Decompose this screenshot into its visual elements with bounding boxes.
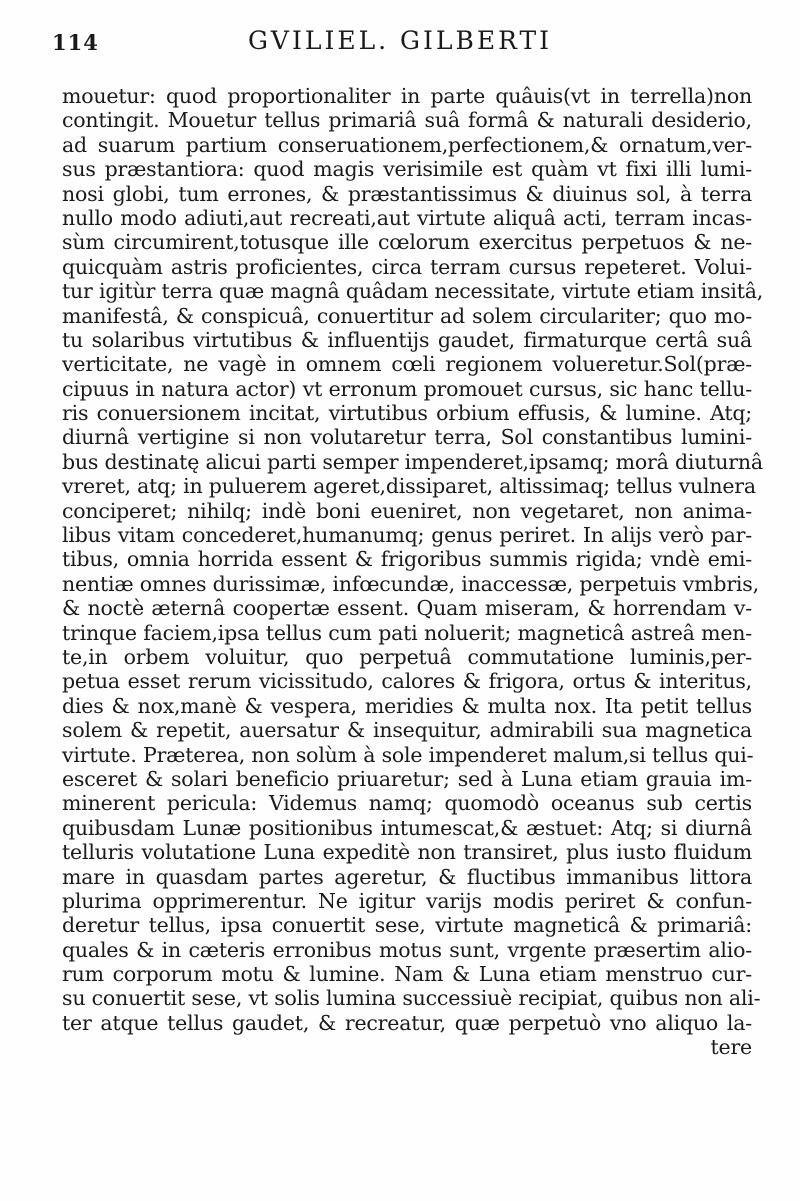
running-head: GVILIEL. GILBERTI	[247, 26, 553, 55]
text-line: plurima opprimerentur. Ne igitur varijs modis periret & confun-	[62, 888, 752, 913]
text-line: diurnâ vertigine si non volutaretur terra, Sol constantibus lumini-	[62, 425, 752, 450]
text-line: mare in quasdam partes ageretur, & fluctibus immanibus littora	[62, 864, 752, 889]
text-line: su conuertit sese, vt solis lumina successiuè recipiat, quibus non ali-	[62, 986, 761, 1011]
text-line: conciperet; nihilq; indè boni eueniret, non vegetaret, non anima-	[62, 498, 752, 523]
text-line: solem & repetit, auersatur & insequitur, admirabili sua magnetica	[62, 718, 752, 743]
text-line: telluris volutatione Luna expeditè non transiret, plus iusto fluidum	[62, 840, 752, 865]
text-line: sus præstantiora: quod magis verisimile est quàm vt fixi illi lumi-	[62, 157, 752, 182]
text-line: nentiæ omnes durissimæ, infœcundæ, inaccessæ, perpetuis vmbris,	[62, 571, 759, 596]
text-line: te,in orbem voluitur, quo perpetuâ commutatione luminis,per-	[62, 644, 752, 669]
text-line: minerent pericula: Videmus namq; quomodò oceanus sub certis	[62, 791, 752, 816]
text-line: quicquàm astris proficientes, circa terram cursus repeteret. Volui-	[62, 254, 752, 279]
text-line: vreret, atq; in puluerem ageret,dissiparet, altissimaq; tellus vulnera	[62, 474, 756, 499]
page-number: 114	[52, 30, 99, 55]
text-line: verticitate, ne vagè in omnem cœli regionem volueretur.Sol(præ-	[62, 352, 752, 377]
text-line: nosi globi, tum errones, & præstantissimus & diuinus sol, à terra	[62, 181, 752, 206]
text-line: bus destinatę alicui parti semper impenderet,ipsamq; morâ diuturnâ	[62, 449, 763, 474]
text-line: libus vitam concederet,humanumq; genus periret. In alijs verò par-	[62, 523, 752, 548]
text-line: sùm circumirent,totusque ille cœlorum exercitus perpetuos & ne-	[62, 230, 752, 255]
text-line: petua esset rerum vicissitudo, calores & frigora, ortus & interitus,	[62, 669, 752, 694]
text-line: trinque faciem,ipsa tellus cum pati noluerit; magneticâ astreâ men-	[62, 620, 752, 645]
text-line: & noctè æternâ coopertæ essent. Quam miseram, & horrendam v-	[62, 596, 752, 621]
text-line: nullo modo adiuti,aut recreati,aut virtute aliquâ acti, terram incas-	[62, 205, 752, 230]
text-line: ter atque tellus gaudet, & recreatur, quæ perpetuò vno aliquo la-	[62, 1010, 752, 1035]
text-line: dies & nox,manè & vespera, meridies & multa nox. Ita petit tellus	[62, 693, 752, 718]
text-line: quibusdam Lunæ positionibus intumescat,& æstuet: Atq; si diurnâ	[62, 815, 752, 840]
text-line: rum corporum motu & lumine. Nam & Luna etiam menstruo cur-	[62, 962, 752, 987]
text-line: mouetur: quod proportionaliter in parte quâuis(vt in terrella)non	[62, 84, 752, 108]
text-line: virtute. Præterea, non solùm à sole impenderet malum,si tellus qui-	[62, 742, 754, 767]
text-line: tur igitùr terra quæ magnâ quâdam necessitate, virtute etiam insitâ,	[62, 279, 764, 304]
text-line: contingit. Mouetur tellus primariâ suâ formâ & naturali desiderio,	[62, 108, 752, 133]
text-line: ris conuersionem incitat, virtutibus orbium effusis, & lumine. Atq;	[62, 401, 752, 426]
text-line: manifestâ, & conspicuâ, conuertitur ad solem circulariter; quo mo-	[62, 303, 752, 328]
text-line: tibus, omnia horrida essent & frigoribus summis rigida; vndè emi-	[62, 547, 752, 572]
text-line: ad suarum partium conseruationem,perfectionem,& ornatum,ver-	[62, 132, 752, 157]
text-line: esceret & solari beneficio priuaretur; sed à Luna etiam grauia im-	[62, 766, 752, 791]
text-line: tu solaribus virtutibus & influentijs gaudet, firmaturque certâ suâ	[62, 327, 752, 352]
text-line: deretur tellus, ipsa conuertit sese, virtute magneticâ & primariâ:	[62, 913, 752, 938]
page-header	[0, 0, 800, 80]
text-line: quales & in cæteris erronibus motus sunt, vrgente præsertim alio-	[62, 937, 752, 962]
text-line: cipuus in natura actor) vt erronum promouet cursus, sic hanc tellu-	[62, 376, 752, 401]
text-line: tere	[710, 1035, 752, 1060]
body-text	[62, 84, 764, 1060]
